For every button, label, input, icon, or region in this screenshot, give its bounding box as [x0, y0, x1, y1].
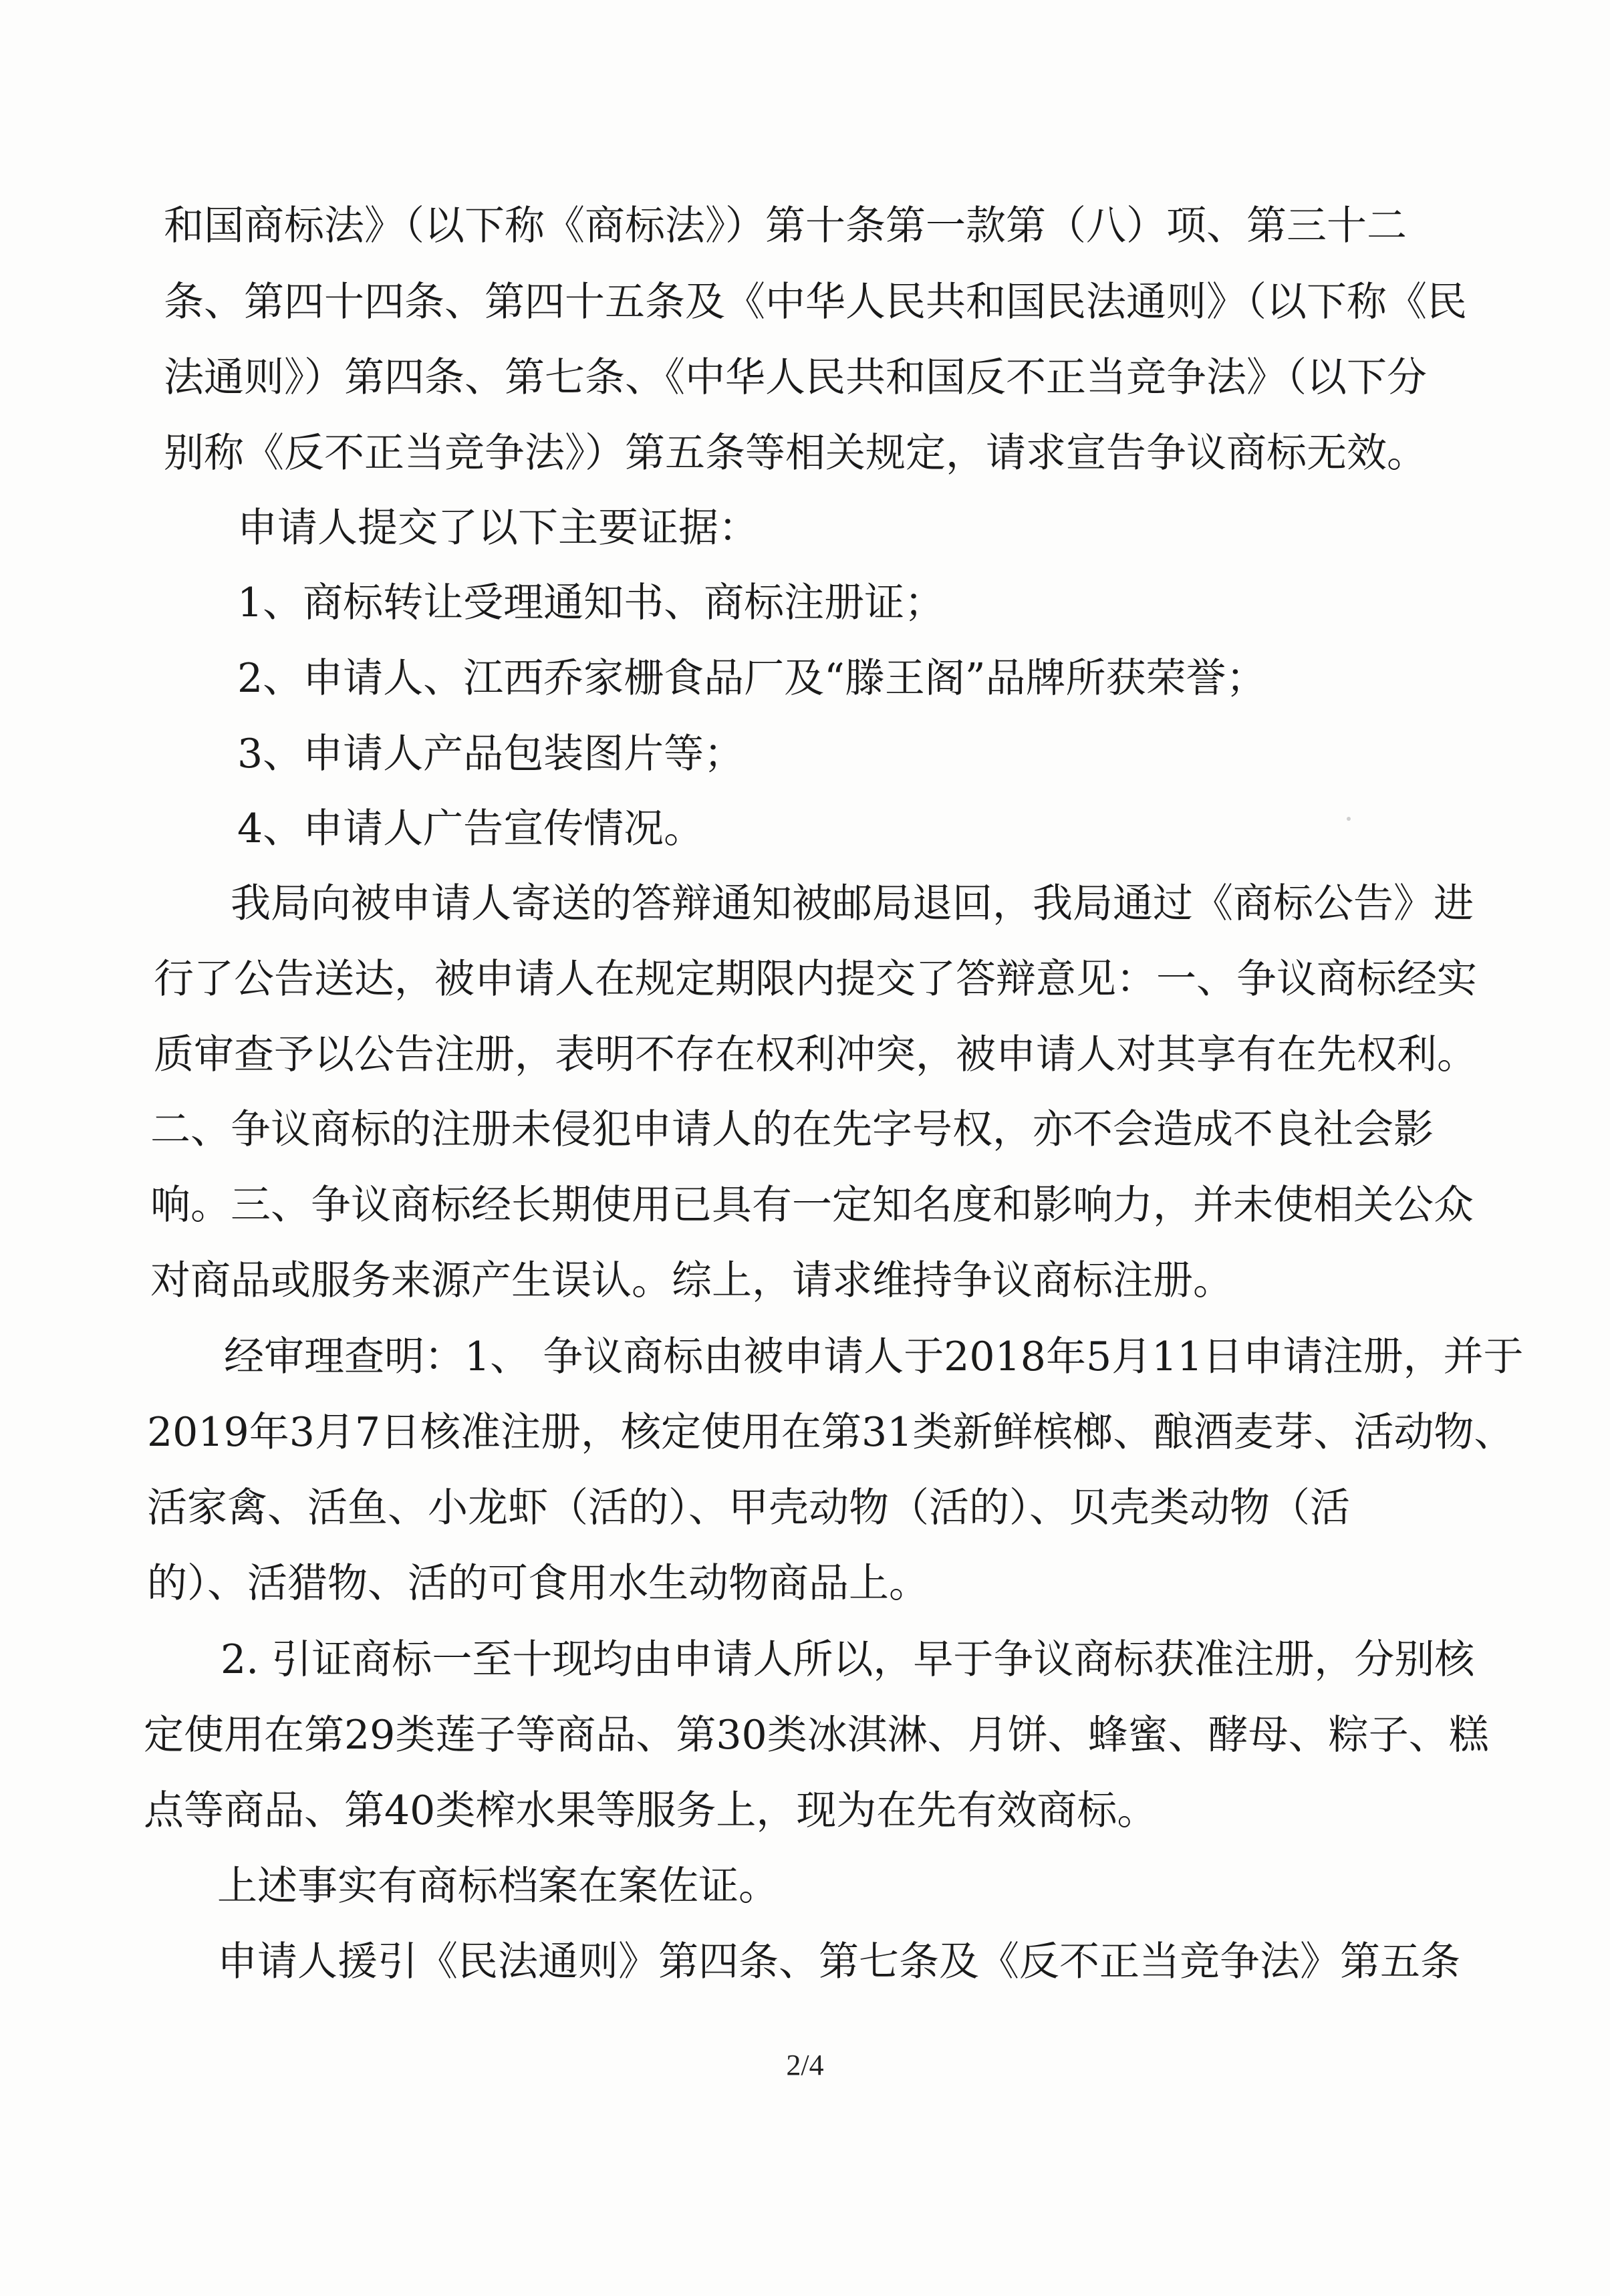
text-line-16: 经审理查明：1、 争议商标由被申请人于2018年5月11日申请注册，并于: [224, 1333, 1524, 1380]
text-line-3: 法通则》）第四条、第七条、《中华人民共和国反不正当竞争法》（以下分: [164, 354, 1427, 401]
text-line-14: 响。三、争议商标经长期使用已具有一定知名度和影响力，并未使相关公众: [150, 1182, 1474, 1229]
scan-speck: [1347, 817, 1351, 821]
text-line-17: 2019年3月7日核准注册，核定使用在第31类新鲜槟榔、酿酒麦芽、活动物、: [147, 1409, 1514, 1456]
text-line-2: 条、第四十四条、第四十五条及《中华人民共和国民法通则》（以下称《民: [164, 279, 1467, 326]
text-line-15: 对商品或服务来源产生误认。综上，请求维持争议商标注册。: [150, 1257, 1233, 1304]
text-line-10: 我局向被申请人寄送的答辩通知被邮局退回，我局通过《商标公告》进: [231, 880, 1474, 927]
evidence-item-1: 1、商标转让受理通知书、商标注册证；: [237, 580, 945, 626]
text-line-12: 质审查予以公告注册，表明不存在权利冲突，被申请人对其享有在先权利。: [154, 1031, 1477, 1078]
text-line-24: 申请人援引《民法通则》第四条、第七条及《反不正当竞争法》第五条: [217, 1938, 1460, 1985]
text-line-1: 和国商标法》（以下称《商标法》）第十条第一款第（八）项、第三十二: [164, 203, 1407, 249]
evidence-item-4: 4、申请人广告宣传情况。: [237, 805, 704, 852]
evidence-item-3: 3、申请人产品包装图片等；: [237, 731, 745, 777]
text-line-20: 2. 引证商标一至十现均由申请人所以，早于争议商标获准注册，分别核: [221, 1636, 1475, 1683]
text-line-22: 点等商品、第40类榨水果等服务上，现为在先有效商标。: [144, 1787, 1158, 1834]
text-line-18: 活家禽、活鱼、小龙虾（活的）、甲壳动物（活的）、贝壳类动物（活: [147, 1485, 1350, 1531]
text-line-4: 别称《反不正当竞争法》）第五条等相关规定，请求宣告争议商标无效。: [164, 430, 1427, 477]
text-line-19: 的）、活猎物、活的可食用水生动物商品上。: [147, 1560, 929, 1607]
text-line-11: 行了公告送达，被申请人在规定期限内提交了答辩意见：一、争议商标经实: [154, 956, 1477, 1003]
text-line-13: 二、争议商标的注册未侵犯申请人的在先字号权，亦不会造成不良社会影: [150, 1106, 1434, 1153]
evidence-item-2: 2、申请人、江西乔家栅食品厂及“滕王阁”品牌所获荣誉；: [237, 655, 1266, 702]
page-number: 2/4: [786, 2049, 824, 2081]
text-line-21: 定使用在第29类莲子等商品、第30类冰淇淋、月饼、蜂蜜、酵母、粽子、糕: [144, 1712, 1489, 1759]
text-line-23: 上述事实有商标档案在案佐证。: [217, 1863, 779, 1910]
text-line-5: 申请人提交了以下主要证据：: [237, 505, 759, 551]
